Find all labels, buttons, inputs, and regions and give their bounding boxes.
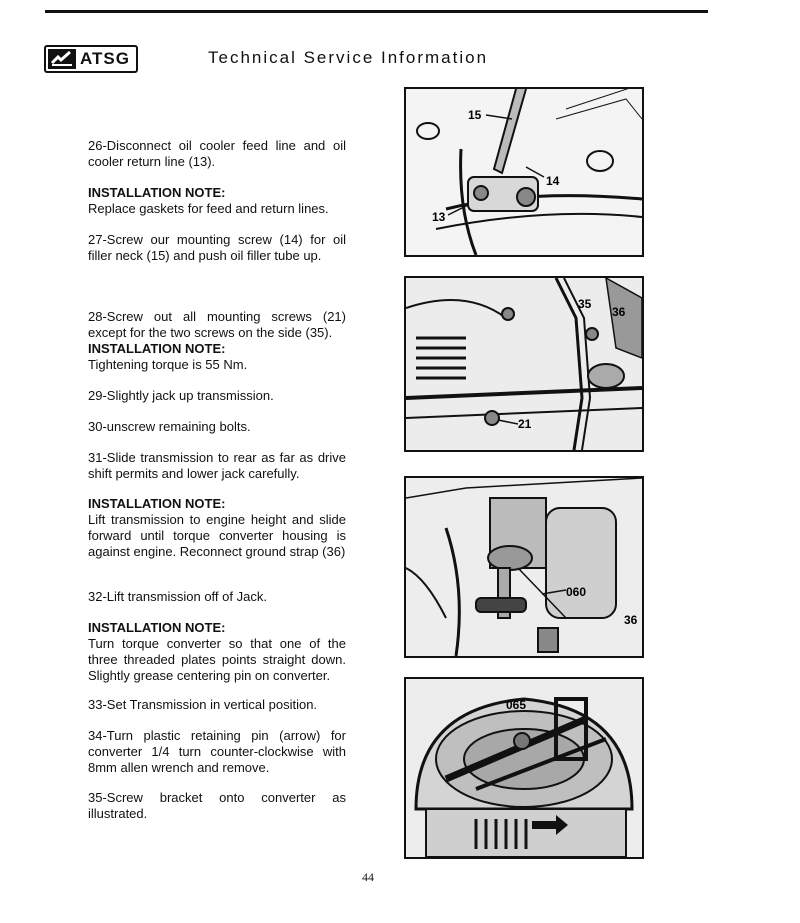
step-29: 29-Slightly jack up transmission. (88, 388, 274, 403)
page-number: 44 (362, 870, 374, 884)
step-33: 33-Set Transmission in vertical position. (88, 697, 318, 712)
step-28: 28-Screw out all mounting screws (21) except for the two screws on the side (35). (88, 309, 346, 340)
step-35: 35-Screw bracket onto converter as illustrated. (88, 790, 346, 821)
step-32: 32-Lift transmission off of Jack. (88, 589, 267, 604)
step-27: 27-Screw our mounting screw (14) for oil filler neck (15) and push oil filler tube up. (88, 232, 346, 263)
callout-14: 14 (546, 174, 560, 188)
figure-transmission-jack (404, 476, 644, 658)
callout-36: 36 (612, 305, 626, 319)
step-34: 34-Turn plastic retaining pin (arrow) for converter 1/4 turn counter-clockwise with 8mm allen wrench and remove. (88, 728, 346, 775)
installation-note-heading: INSTALLATION NOTE: (88, 620, 226, 635)
page-title: Technical Service Information (208, 48, 489, 67)
callout-15: 15 (468, 108, 482, 122)
atsg-logo (44, 45, 138, 73)
figure-oil-filler-neck (404, 87, 644, 257)
callout-35: 35 (578, 297, 592, 311)
note-text: Tightening torque is 55 Nm. (88, 357, 248, 372)
callout-13: 13 (432, 210, 446, 224)
callout-21: 21 (518, 417, 532, 431)
figure-converter-bracket (404, 677, 644, 859)
note-text: Lift transmission to engine height and slide forward until torque converter housing is against engine. Reconnect ground strap (36) (88, 512, 346, 559)
logo-text: ATSG (80, 49, 130, 68)
step-26: 26-Disconnect oil cooler feed line and oil cooler return line (13). (88, 138, 346, 169)
header-rule (45, 10, 708, 13)
logo-mark-icon (48, 49, 76, 69)
note-text: Turn torque converter so that one of the three threaded plates points straight down. Slightly grease centering pin on converter. (88, 636, 346, 683)
figure-mounting-screws (404, 276, 644, 452)
installation-note-heading: INSTALLATION NOTE: (88, 185, 226, 200)
callout-065: 065 (506, 698, 527, 712)
callout-060: 060 (566, 585, 587, 599)
installation-note-heading: INSTALLATION NOTE: (88, 496, 226, 511)
callout-36: 36 (624, 613, 638, 627)
installation-note-heading: INSTALLATION NOTE: (88, 341, 226, 356)
step-31: 31-Slide transmission to rear as far as drive shift permits and lower jack carefully. (88, 450, 346, 481)
step-30: 30-unscrew remaining bolts. (88, 419, 251, 434)
note-text: Replace gaskets for feed and return lines. (88, 201, 329, 216)
